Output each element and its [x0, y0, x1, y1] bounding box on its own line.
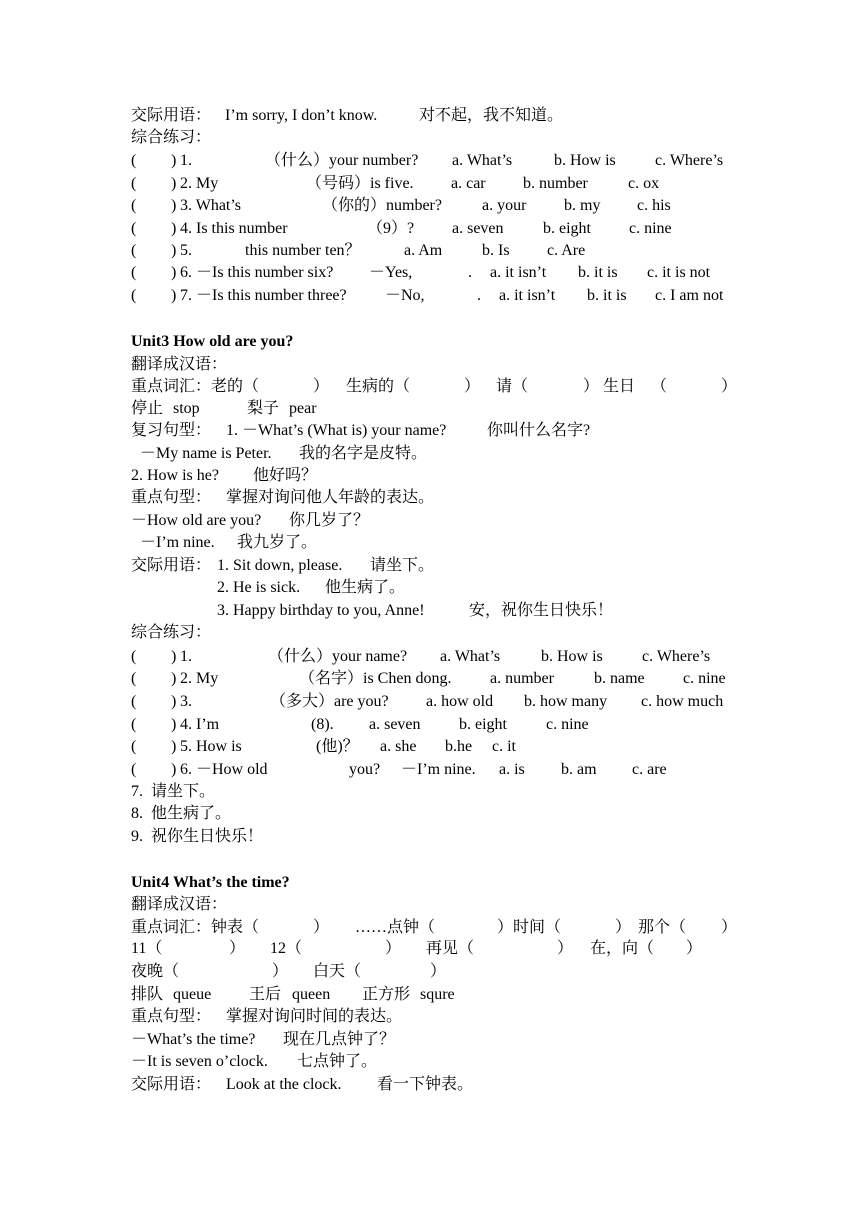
blank-close: ） — [497, 919, 514, 936]
question-text: （号码）is five. — [306, 175, 414, 192]
answer-bracket-close: ) — [171, 287, 177, 304]
question-number: 1. — [180, 648, 192, 665]
answer-bracket-close: ) — [171, 242, 177, 259]
key-translation: 七点钟了。 — [297, 1053, 378, 1070]
blank-close: ） — [686, 940, 703, 957]
vocab-item: 那个（ — [638, 919, 687, 936]
answer-bracket-close: ) — [171, 738, 177, 755]
vocab-cn: 停止 — [131, 400, 164, 417]
vocab-row — [0, 984, 455, 1006]
option-a: a. Am — [404, 242, 443, 259]
vocab-en: pear — [289, 400, 317, 417]
answer-bracket-open: ( — [131, 670, 137, 687]
blank-close: ） — [272, 963, 289, 980]
option-a: a. What’s — [440, 648, 501, 665]
review-row — [0, 420, 591, 442]
question-text: （什么）your number? — [265, 152, 419, 169]
translation-item — [0, 826, 264, 848]
key-pattern-row — [0, 1029, 396, 1051]
answer-bracket-open: ( — [131, 287, 137, 304]
option-b: b. am — [561, 761, 597, 778]
review-translation: 我的名字是皮特。 — [299, 445, 428, 462]
key-pattern-row — [0, 487, 435, 509]
key-pattern-row — [0, 1006, 403, 1028]
translation-task: 8. 他生病了。 — [131, 805, 232, 822]
question-number: 1. — [180, 152, 192, 169]
question-text: （名字）is Chen dong. — [299, 670, 452, 687]
question-text: this number ten？ — [245, 242, 361, 259]
exercise-row — [0, 195, 671, 217]
option-b: b. it is — [578, 264, 618, 281]
question-number: 7. －Is this number three? — [180, 287, 347, 304]
option-c: c. are — [632, 761, 667, 778]
exercise-row — [0, 668, 726, 690]
talk-row — [0, 577, 406, 599]
question-text: （多大）are you? — [270, 693, 389, 710]
exercise-row — [0, 646, 711, 668]
key-sentence: －What’s the time? — [131, 1031, 256, 1048]
vocab-item: 夜晚（ — [131, 963, 180, 980]
key-sentence: －How old are you? — [131, 512, 262, 529]
option-c: c. I am not — [655, 287, 724, 304]
option-b: b. name — [594, 670, 645, 687]
key-description: 掌握对询问时间的表达。 — [226, 1008, 403, 1025]
key-sentence: －It is seven o’clock. — [131, 1053, 268, 1070]
answer-bracket-open: ( — [131, 175, 137, 192]
question-number: 3. What’s — [180, 197, 242, 214]
option-b: b. it is — [587, 287, 627, 304]
translate-heading — [0, 354, 228, 376]
exercise-row — [0, 150, 724, 172]
vocab-cn: 正方形 — [362, 986, 411, 1003]
review-translation: 他好吗？ — [253, 467, 318, 484]
blank-close: ） — [721, 378, 738, 395]
answer-prefix: －No, — [385, 287, 425, 304]
translation-item — [0, 803, 232, 825]
option-a: a. seven — [452, 220, 504, 237]
option-a: a. car — [451, 175, 486, 192]
question-number: 4. I’m — [180, 716, 220, 733]
option-c: c. Where’s — [655, 152, 724, 169]
option-c: c. nine — [546, 716, 589, 733]
talk-english: I’m sorry, I don’t know. — [225, 107, 378, 124]
practice-heading — [0, 127, 212, 149]
vocab-item: 再见（ — [426, 940, 475, 957]
question-number: 2. My — [180, 175, 219, 192]
talk-translation: 安，祝你生日快乐！ — [469, 602, 614, 619]
blank-close: ） — [615, 919, 632, 936]
talk-label: 交际用语： — [131, 557, 212, 574]
question-number: 2. My — [180, 670, 219, 687]
vocab-item: 12（ — [270, 940, 303, 957]
vocab-en: squre — [420, 986, 455, 1003]
unit-heading — [0, 331, 294, 353]
option-a: a. she — [380, 738, 417, 755]
option-c: c. it — [492, 738, 516, 755]
practice-label: 综合练习： — [131, 624, 212, 641]
option-b: b. Is — [482, 242, 510, 259]
answer-bracket-close: ) — [171, 670, 177, 687]
vocab-item: 11（ — [131, 940, 163, 957]
practice-heading — [0, 622, 212, 644]
talk-sentence: Look at the clock. — [226, 1076, 342, 1093]
exercise-row — [0, 714, 589, 736]
vocab-item: 请（ — [496, 378, 529, 395]
vocab-en: queue — [173, 986, 212, 1003]
answer-bracket-close: ) — [171, 264, 177, 281]
review-row — [0, 465, 318, 487]
question-text: （9）? — [367, 220, 415, 237]
answer-text: －I’m nine. — [401, 761, 476, 778]
option-b: b. eight — [543, 220, 591, 237]
option-c: c. nine — [683, 670, 726, 687]
exercise-row — [0, 240, 586, 262]
blank-close: ） — [385, 940, 402, 957]
translate-label: 翻译成汉语： — [131, 896, 228, 913]
talk-row — [0, 555, 435, 577]
exercise-row — [0, 218, 672, 240]
blank-close: ） — [721, 919, 738, 936]
vocab-item: 时间（ — [513, 919, 562, 936]
talk-translation: 请坐下。 — [370, 557, 435, 574]
option-c: c. his — [637, 197, 671, 214]
option-b: b. my — [564, 197, 601, 214]
answer-bracket-open: ( — [131, 197, 137, 214]
talk-sentence: 3. Happy birthday to you, Anne! — [217, 602, 425, 619]
option-c: c. Where’s — [642, 648, 711, 665]
blank-close: ） — [557, 940, 574, 957]
blank-close: ） — [229, 940, 246, 957]
option-c: c. nine — [629, 220, 672, 237]
blank-close: ） — [583, 378, 600, 395]
option-a: a. it isn’t — [499, 287, 556, 304]
question-text: (他)？ — [316, 738, 359, 755]
question-number: 4. Is this number — [180, 220, 288, 237]
vocab-item: 重点词汇：钟表（ — [131, 919, 260, 936]
answer-blank-end: . — [477, 287, 481, 304]
key-pattern-row — [0, 510, 370, 532]
translation-task: 7. 请坐下。 — [131, 783, 216, 800]
vocab-cn: 排队 — [131, 986, 164, 1003]
translate-label: 翻译成汉语： — [131, 356, 228, 373]
option-b: b.he — [445, 738, 473, 755]
exercise-row — [0, 173, 660, 195]
exercise-row — [0, 262, 711, 284]
review-label: 复习句型： — [131, 422, 212, 439]
talk-chinese: 对不起，我不知道。 — [419, 107, 564, 124]
answer-bracket-open: ( — [131, 738, 137, 755]
exercise-row — [0, 691, 724, 713]
answer-bracket-open: ( — [131, 220, 137, 237]
answer-bracket-close: ) — [171, 761, 177, 778]
vocab-row — [0, 376, 738, 398]
talk-line — [0, 105, 564, 127]
answer-bracket-close: ) — [171, 175, 177, 192]
blank-close: ） — [464, 378, 481, 395]
key-pattern-row — [0, 1051, 378, 1073]
answer-prefix: －Yes, — [369, 264, 413, 281]
vocab-item: ……点钟（ — [355, 919, 436, 936]
blank-open: （ — [651, 378, 668, 395]
key-label: 重点句型： — [131, 1008, 212, 1025]
question-number: 5. — [180, 242, 192, 259]
answer-bracket-open: ( — [131, 761, 137, 778]
review-row — [0, 443, 428, 465]
vocab-label: 重点词汇：老的（ — [131, 378, 260, 395]
blank-close: ） — [313, 378, 330, 395]
key-pattern-row — [0, 532, 318, 554]
answer-bracket-close: ) — [171, 716, 177, 733]
exercise-row — [0, 736, 516, 758]
answer-bracket-open: ( — [131, 152, 137, 169]
answer-bracket-open: ( — [131, 716, 137, 733]
vocab-row — [0, 961, 447, 983]
review-translation: 你叫什么名字? — [487, 422, 591, 439]
translate-heading — [0, 894, 228, 916]
review-sentence: 1. －What’s (What is) your name? — [226, 422, 447, 439]
option-c: c. how much — [641, 693, 724, 710]
option-a: a. is — [499, 761, 525, 778]
answer-blank-end: . — [468, 264, 472, 281]
option-a: a. seven — [369, 716, 421, 733]
question-text: （你的）number? — [322, 197, 442, 214]
blank-close: ） — [430, 963, 447, 980]
talk-sentence: 1. Sit down, please. — [217, 557, 343, 574]
question-text: (8). — [311, 716, 334, 733]
question-text: （什么）your name? — [268, 648, 408, 665]
review-sentence: 2. How is he? — [131, 467, 219, 484]
answer-bracket-close: ) — [171, 197, 177, 214]
option-c: c. ox — [628, 175, 660, 192]
option-a: a. number — [490, 670, 554, 687]
vocab-en: queen — [292, 986, 331, 1003]
key-sentence: －I’m nine. — [140, 534, 215, 551]
key-translation: 我九岁了。 — [237, 534, 318, 551]
option-b: b. How is — [541, 648, 603, 665]
vocab-cn: 梨子 — [247, 400, 280, 417]
talk-row — [0, 1074, 474, 1096]
question-text: you? — [349, 761, 381, 778]
exercise-row — [0, 759, 667, 781]
talk-label: 交际用语： — [131, 107, 212, 124]
option-a: a. your — [482, 197, 527, 214]
option-b: b. How is — [554, 152, 616, 169]
option-a: a. What’s — [452, 152, 513, 169]
key-label: 重点句型： — [131, 489, 212, 506]
option-b: b. number — [523, 175, 588, 192]
vocab-item: 白天（ — [313, 963, 362, 980]
answer-bracket-open: ( — [131, 648, 137, 665]
vocab-item: 生日 — [603, 378, 636, 395]
vocab-row — [0, 917, 738, 939]
key-description: 掌握对询问他人年龄的表达。 — [226, 489, 435, 506]
question-number: 5. How is — [180, 738, 242, 755]
translation-task: 9. 祝你生日快乐！ — [131, 828, 264, 845]
practice-label: 综合练习： — [131, 129, 212, 146]
key-translation: 现在几点钟了？ — [283, 1031, 396, 1048]
unit4-title: Unit4 What’s the time? — [131, 874, 290, 891]
question-number: 3. — [180, 693, 192, 710]
unit3-title: Unit3 How old are you? — [131, 333, 294, 350]
answer-bracket-open: ( — [131, 264, 137, 281]
translation-item — [0, 781, 216, 803]
option-a: a. it isn’t — [490, 264, 547, 281]
unit-heading — [0, 872, 290, 894]
vocab-cn: 王后 — [249, 986, 282, 1003]
review-sentence: －My name is Peter. — [140, 445, 272, 462]
exercise-row — [0, 285, 724, 307]
key-translation: 你几岁了？ — [289, 512, 370, 529]
talk-row — [0, 600, 614, 622]
answer-bracket-close: ) — [171, 152, 177, 169]
talk-translation: 看一下钟表。 — [377, 1076, 474, 1093]
talk-label: 交际用语： — [131, 1076, 212, 1093]
talk-sentence: 2. He is sick. — [217, 579, 301, 596]
vocab-row — [0, 398, 317, 420]
answer-bracket-close: ) — [171, 693, 177, 710]
option-b: b. how many — [524, 693, 608, 710]
option-a: a. how old — [426, 693, 494, 710]
vocab-row — [0, 938, 703, 960]
vocab-item: 在，向（ — [590, 940, 655, 957]
option-c: c. Are — [547, 242, 586, 259]
question-number: 6. －How old — [180, 761, 268, 778]
blank-close: ） — [313, 919, 330, 936]
option-c: c. it is not — [647, 264, 711, 281]
answer-bracket-close: ) — [171, 220, 177, 237]
question-number: 6. －Is this number six? — [180, 264, 334, 281]
vocab-item: 生病的（ — [346, 378, 411, 395]
answer-bracket-open: ( — [131, 693, 137, 710]
talk-translation: 他生病了。 — [325, 579, 406, 596]
vocab-en: stop — [173, 400, 200, 417]
option-b: b. eight — [459, 716, 507, 733]
answer-bracket-close: ) — [171, 648, 177, 665]
answer-bracket-open: ( — [131, 242, 137, 259]
